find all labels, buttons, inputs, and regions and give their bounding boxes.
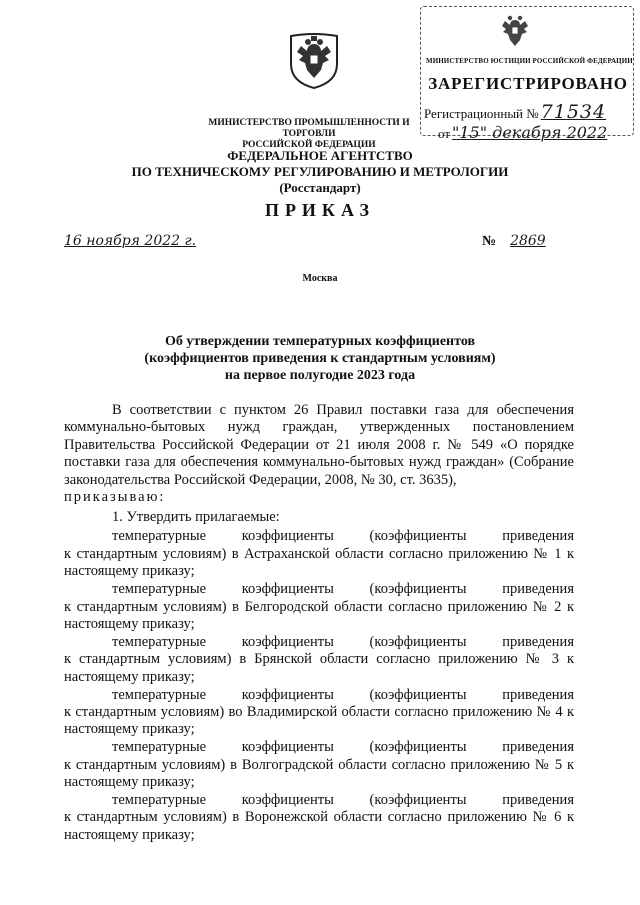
preamble-text: В соответствии с пунктом 26 Правил поставки газа для обеспечения коммунально-бытовых нужд граждан, утвержденных постановлением Правительства Российской Федерации от 21 июля 2008 г. № 549 «О порядке поставки газа для обеспечения коммунально-бытовых нужд граждан» (Собрание законодательства Российской Федерации, 2008, № 30, ст. 3635), bbox=[64, 402, 574, 488]
item-rest: к стандартным условиям) во Владимирской области согласно приложению № 4 к настоящему приказу; bbox=[64, 703, 574, 738]
approved-items-list bbox=[64, 509, 574, 844]
item-rest: к стандартным условиям) в Белгородской области согласно приложению № 2 к настоящему приказу; bbox=[64, 598, 574, 632]
order-date bbox=[64, 233, 196, 250]
agency-line-2: ПО ТЕХНИЧЕСКОМУ РЕГУЛИРОВАНИЮ И МЕТРОЛОГИИ bbox=[131, 164, 509, 179]
subject-line-1: Об утверждении температурных коэффициентов bbox=[164, 334, 476, 349]
item-first-line: температурные коэффициенты (коэффициенты приведения bbox=[112, 633, 574, 650]
list-item bbox=[64, 581, 574, 633]
list-item bbox=[64, 528, 574, 580]
list-item bbox=[64, 634, 574, 686]
stamp-title: ЗАРЕГИСТРИРОВАНО bbox=[428, 74, 628, 93]
stamp-date bbox=[438, 123, 607, 142]
stamp-date-prefix: от bbox=[438, 126, 451, 141]
item-first-line: температурные коэффициенты (коэффициенты приведения bbox=[112, 686, 574, 703]
agency-line-3: (Росстандарт) bbox=[279, 180, 361, 195]
point-1: 1. Утвердить прилагаемые: bbox=[112, 509, 280, 525]
ministry-name bbox=[196, 118, 422, 151]
subject-line-2: (коэффициентов приведения к стандартным условиям) bbox=[144, 351, 496, 366]
ministry-line-1: МИНИСТЕРСТВО ПРОМЫШЛЕННОСТИ И ТОРГОВЛИ bbox=[208, 118, 410, 139]
order-number-label: № bbox=[482, 234, 497, 249]
ministry-line-2: РОССИЙСКОЙ ФЕДЕРАЦИИ bbox=[242, 140, 376, 150]
coat-of-arms-icon bbox=[287, 30, 341, 90]
list-item bbox=[64, 792, 574, 844]
order-date-value: 16 ноября 2022 г. bbox=[64, 233, 197, 249]
city: Москва bbox=[302, 273, 338, 284]
item-rest: к стандартным условиям) в Астраханской области согласно приложению № 1 к настоящему приказу; bbox=[64, 545, 574, 580]
document-type: ПРИКАЗ bbox=[264, 200, 376, 220]
item-rest: к стандартным условиям) в Воронежской области согласно приложению № 6 к настоящему приказу; bbox=[64, 809, 574, 843]
item-first-line: температурные коэффициенты (коэффициенты приведения bbox=[112, 792, 574, 808]
item-rest: к стандартным условиям) в Волгоградской области согласно приложению № 5 к настоящему приказу; bbox=[64, 756, 574, 791]
subject-line-3: на первое полугодие 2023 года bbox=[224, 368, 416, 383]
order-word: приказываю: bbox=[64, 489, 166, 506]
document-subject bbox=[100, 333, 540, 384]
list-item bbox=[64, 687, 574, 739]
agency-name bbox=[120, 148, 520, 196]
stamp-reg-number: 71534 bbox=[540, 101, 607, 123]
item-rest: к стандартным условиям) в Брянской области согласно приложению № 3 к настоящему приказу; bbox=[64, 651, 574, 685]
stamp-emblem-icon bbox=[495, 12, 535, 56]
stamp-registration bbox=[424, 101, 606, 123]
item-first-line: температурные коэффициенты (коэффициенты приведения bbox=[112, 528, 574, 545]
stamp-date-value: "15" декабря 2022 bbox=[452, 123, 608, 142]
order-number-value: 2869 bbox=[510, 233, 546, 249]
order-number bbox=[482, 233, 568, 250]
agency-line-1: ФЕДЕРАЛЬНОЕ АГЕНТСТВО bbox=[227, 148, 413, 163]
preamble-paragraph bbox=[64, 402, 574, 506]
item-first-line: температурные коэффициенты (коэффициенты приведения bbox=[112, 739, 574, 756]
stamp-reg-label: Регистрационный № bbox=[424, 106, 539, 121]
stamp-ministry: МИНИСТЕРСТВО ЮСТИЦИИ РОССИЙСКОЙ ФЕДЕРАЦИИ bbox=[426, 57, 633, 65]
item-first-line: температурные коэффициенты (коэффициенты приведения bbox=[112, 581, 574, 598]
list-item bbox=[64, 739, 574, 791]
